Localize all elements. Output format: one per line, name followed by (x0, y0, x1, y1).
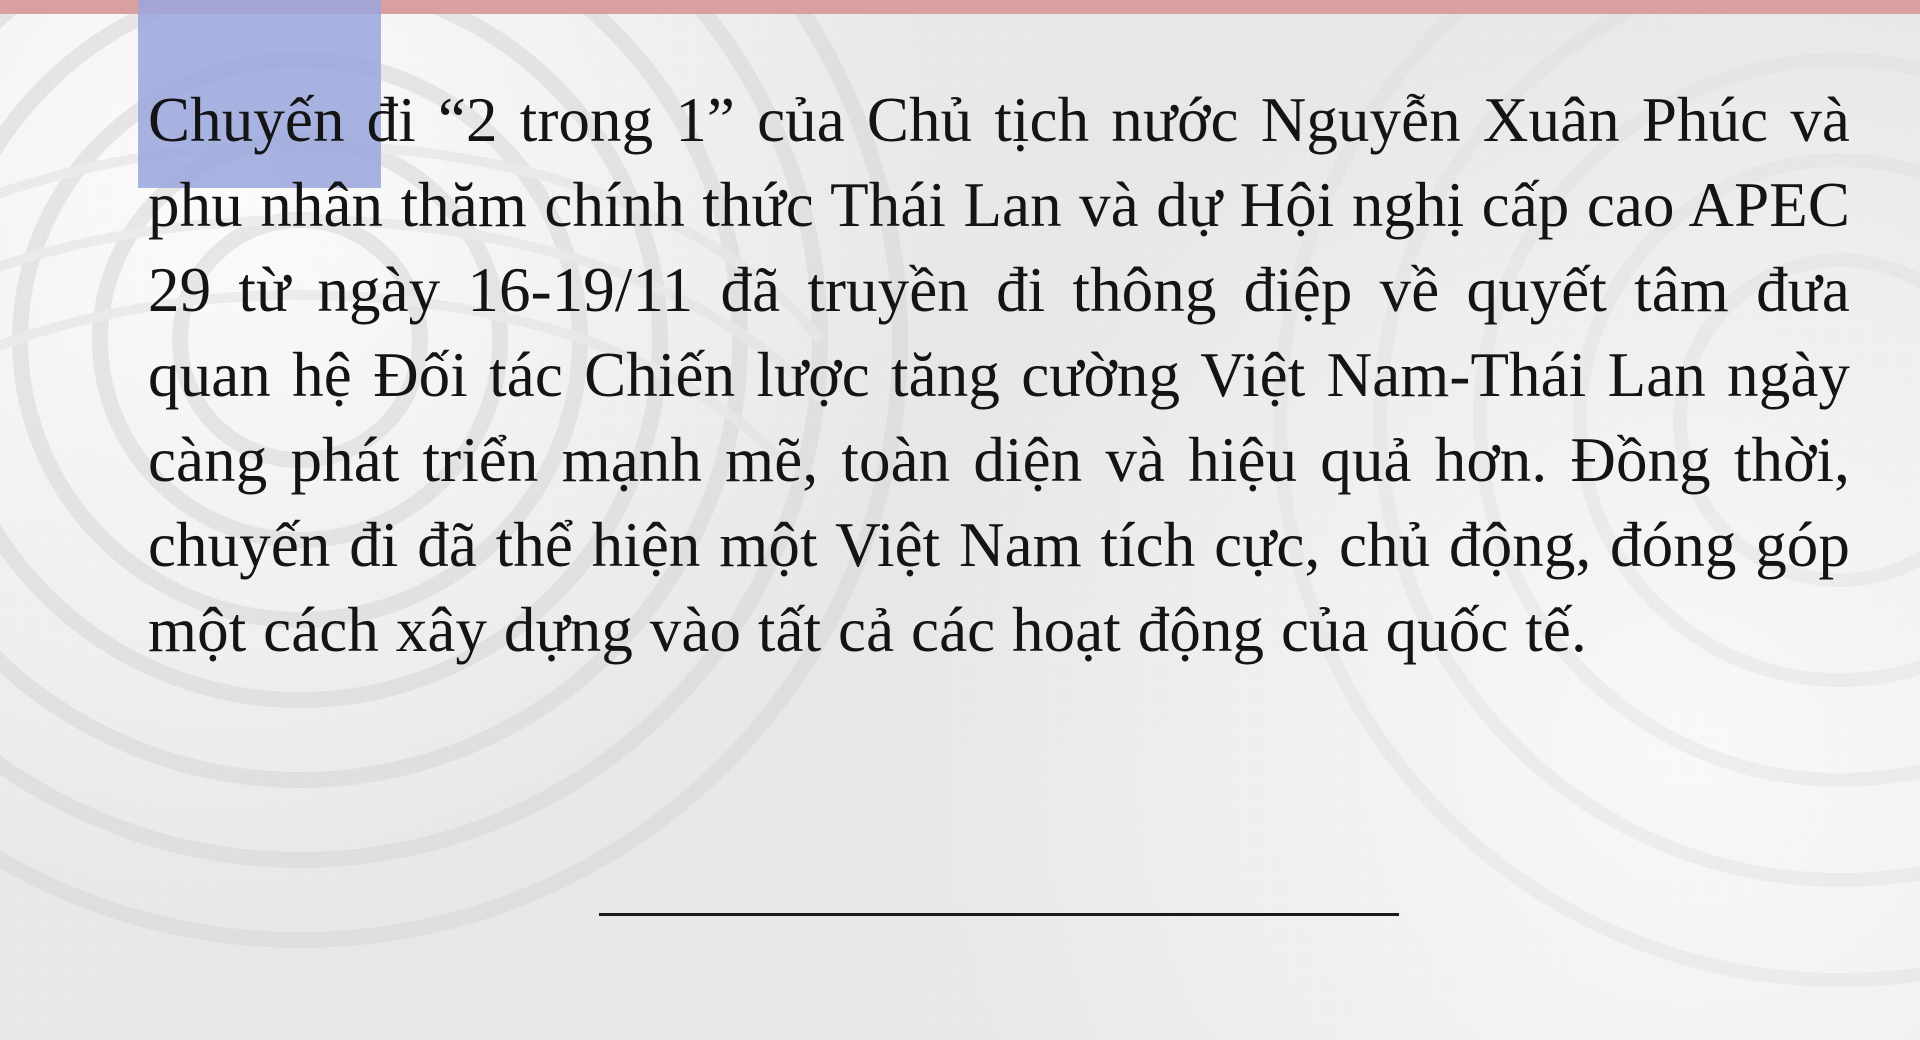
divider-wrapper (148, 913, 1850, 916)
lead-paragraph: Chuyến đi “2 trong 1” của Chủ tịch nước Nguyễn Xuân Phúc và phu nhân thăm chính thức Thái Lan và dự Hội nghị cấp cao APEC 29 từ ngày 16-19/11 đã truyền đi thông điệp về quyết tâm đưa quan hệ Đối tác Chiến lược tăng cường Việt Nam-Thái Lan ngày càng phát triển mạnh mẽ, toàn diện và hiệu quả hơn. Đồng thời, chuyến đi đã thể hiện một Việt Nam tích cực, chủ động, đóng góp một cách xây dựng vào tất cả các hoạt động của quốc tế. (148, 85, 1850, 665)
horizontal-rule (599, 913, 1399, 916)
article-content (148, 78, 1850, 673)
